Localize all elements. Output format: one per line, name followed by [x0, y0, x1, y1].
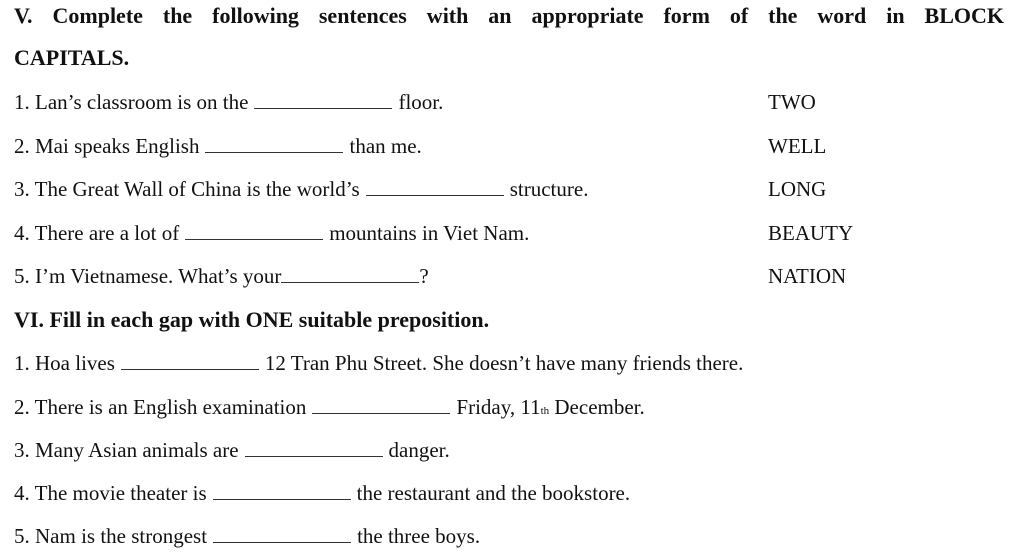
item-text-after: structure.: [509, 177, 589, 201]
answer-blank[interactable]: [366, 179, 504, 196]
answer-blank[interactable]: [312, 397, 450, 414]
item-text-after: the restaurant and the bookstore.: [356, 481, 631, 505]
answer-blank[interactable]: [281, 266, 419, 283]
answer-blank[interactable]: [185, 223, 323, 240]
item-text-after: mountains in Viet Nam.: [329, 221, 530, 245]
item-text-before: 4. There are a lot of: [14, 221, 180, 245]
keyword-5: NATION: [768, 264, 847, 288]
keyword-3: LONG: [768, 177, 827, 201]
ordinal-suffix: th: [540, 405, 550, 417]
answer-blank[interactable]: [205, 136, 343, 153]
item-text-after: danger.: [388, 438, 450, 462]
item-text-before: 1. Lan’s classroom is on the: [14, 90, 249, 114]
section-v-item-1: [14, 89, 443, 115]
item-text-before: 2. There is an English examination: [14, 395, 307, 419]
item-text-before: 2. Mai speaks English: [14, 134, 200, 158]
keyword-2: WELL: [768, 134, 827, 158]
item-text-after: ?: [419, 264, 429, 288]
keyword-1: TWO: [768, 90, 816, 114]
section-vi-item-5: [14, 523, 480, 549]
section-v-item-5: [14, 263, 429, 289]
section-v-item-2: [14, 133, 422, 159]
section-vi-item-2: [14, 394, 645, 424]
item-text-before: 4. The movie theater is: [14, 481, 207, 505]
section-v-title-continued: CAPITALS.: [14, 45, 130, 70]
item-text-after: Friday, 11: [456, 395, 541, 419]
item-text-after: floor.: [398, 90, 444, 114]
section-v-title: V. Complete the following sentences with an appropriate form of the word in BLOCK: [14, 3, 1004, 28]
section-vi-item-4: [14, 480, 630, 506]
section-vi-item-1: [14, 350, 743, 376]
section-v-item-4: [14, 220, 529, 246]
item-text-before: 5. Nam is the strongest: [14, 524, 208, 548]
item-text-after: 12 Tran Phu Street. She doesn’t have many friends there.: [264, 351, 744, 375]
section-vi-title: VI. Fill in each gap with ONE suitable preposition.: [14, 307, 490, 332]
item-text-after-2: December.: [549, 395, 645, 419]
item-text-before: 3. The Great Wall of China is the world’s: [14, 177, 360, 201]
keyword-4: BEAUTY: [768, 221, 854, 245]
answer-blank[interactable]: [213, 526, 351, 543]
section-vi-item-3: [14, 437, 450, 463]
item-text-before: 1. Hoa lives: [14, 351, 115, 375]
item-text-after: the three boys.: [357, 524, 481, 548]
answer-blank[interactable]: [213, 483, 351, 500]
item-text-before: 5. I’m Vietnamese. What’s your: [14, 264, 282, 288]
item-text-before: 3. Many Asian animals are: [14, 438, 239, 462]
answer-blank[interactable]: [121, 353, 259, 370]
section-v-item-3: [14, 176, 588, 202]
answer-blank[interactable]: [254, 92, 392, 109]
answer-blank[interactable]: [245, 440, 383, 457]
item-text-after: than me.: [349, 134, 422, 158]
